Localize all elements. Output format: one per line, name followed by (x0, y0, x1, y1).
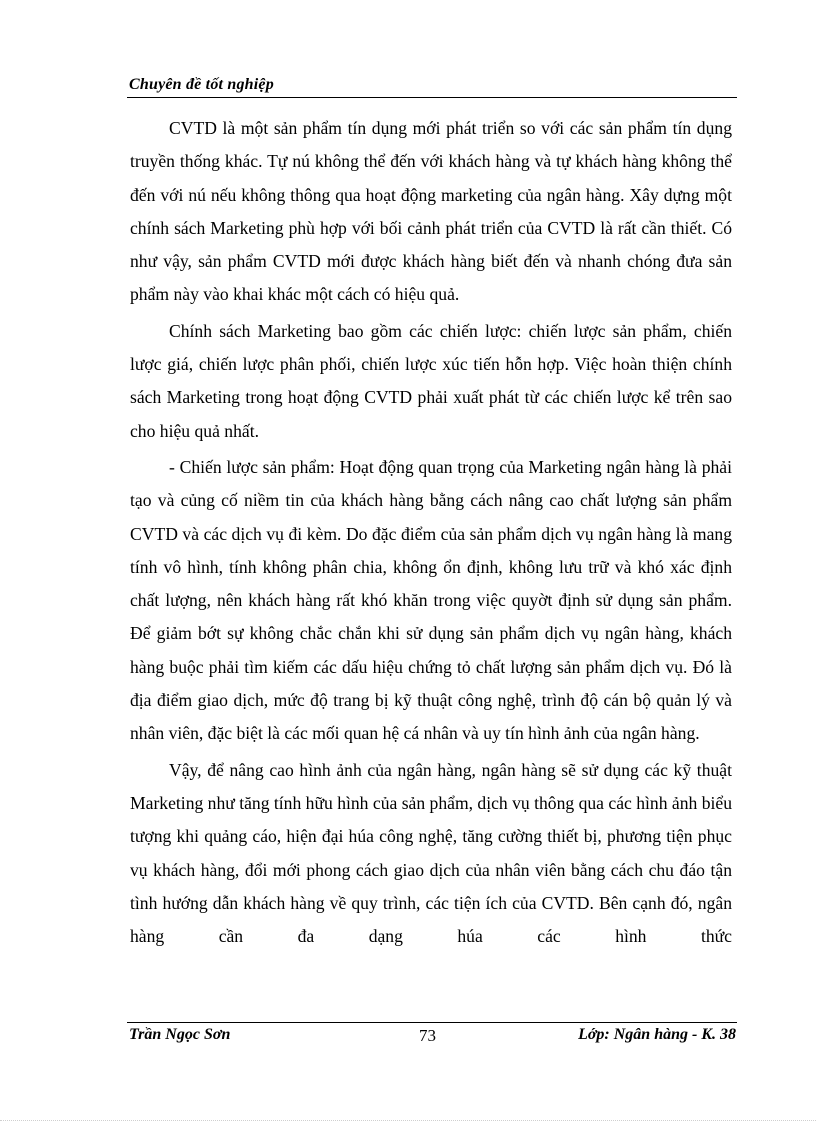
header-title: Chuyên đề tốt nghiệp (129, 76, 274, 93)
paragraph-3: - Chiến lược sản phẩm: Hoạt động quan trọng của Marketing ngân hàng là phải tạo và củng cố niềm tin của khách hàng bằng cách nâng cao chất lượng sản phẩm CVTD và các dịch vụ đi kèm. Do đặc điểm của sản phẩm dịch vụ ngân hàng là mang tính vô hình, tính không phân chia, không ổn định, không lưu trữ và khó xác định chất lượng, nên khách hàng rất khó khăn trong việc quyờt định sử dụng sản phẩm. Để giảm bớt sự không chắc chắn khi sử dụng sản phẩm dịch vụ ngân hàng, khách hàng buộc phải tìm kiếm các dấu hiệu chứng tỏ chất lượng sản phẩm dịch vụ. Đó là địa điểm giao dịch, mức độ trang bị kỹ thuật công nghệ, trình độ cán bộ quản lý và nhân viên, đặc biệt là các mối quan hệ cá nhân và uy tín hình ảnh của ngân hàng. (130, 456, 732, 744)
paragraph-4: Vậy, để nâng cao hình ảnh của ngân hàng, ngân hàng sẽ sử dụng các kỹ thuật Marketing như tăng tính hữu hình của sản phẩm, dịch vụ thông qua các hình ảnh biểu tượng khi quảng cáo, hiện đại húa công nghệ, tăng cường thiết bị, phương tiện phục vụ khách hàng, đổi mới phong cách giao dịch của nhân viên bằng cách chu đáo tận tình hướng dẫn khách hàng về quy trình, các tiện ích của CVTD. Bên cạnh đó, ngân hàng cần đa dạng húa các hình thức (130, 759, 732, 947)
page-edge (0, 1120, 816, 1121)
footer-author: Trần Ngọc Sơn (129, 1026, 231, 1043)
footer-rule (127, 1022, 737, 1023)
paragraph-2: Chính sách Marketing bao gồm các chiến lược: chiến lược sản phẩm, chiến lược giá, chiến lược phân phối, chiến lược xúc tiến hỗn hợp. Việc hoàn thiện chính sách Marketing trong hoạt động CVTD phải xuất phát từ các chiến lược kể trên sao cho hiệu quả nhất. (130, 320, 732, 441)
footer-class-label: Lớp: Ngân hàng - K. 38 (578, 1026, 736, 1043)
page-number: 73 (419, 1026, 436, 1045)
header-rule (127, 97, 737, 98)
body-text (130, 112, 732, 953)
paragraph-1: CVTD là một sản phẩm tín dụng mới phát triển so với các sản phẩm tín dụng truyền thống khác. Tự nú không thể đến với khách hàng và tự khách hàng không thể đến với nú nếu không thông qua hoạt động marketing của ngân hàng. Xây dựng một chính sách Marketing phù hợp với bối cảnh phát triển của CVTD là rất cần thiết. Có như vậy, sản phẩm CVTD mới được khách hàng biết đến và nhanh chóng đưa sản phẩm này vào khai khác một cách có hiệu quả. (130, 118, 732, 305)
